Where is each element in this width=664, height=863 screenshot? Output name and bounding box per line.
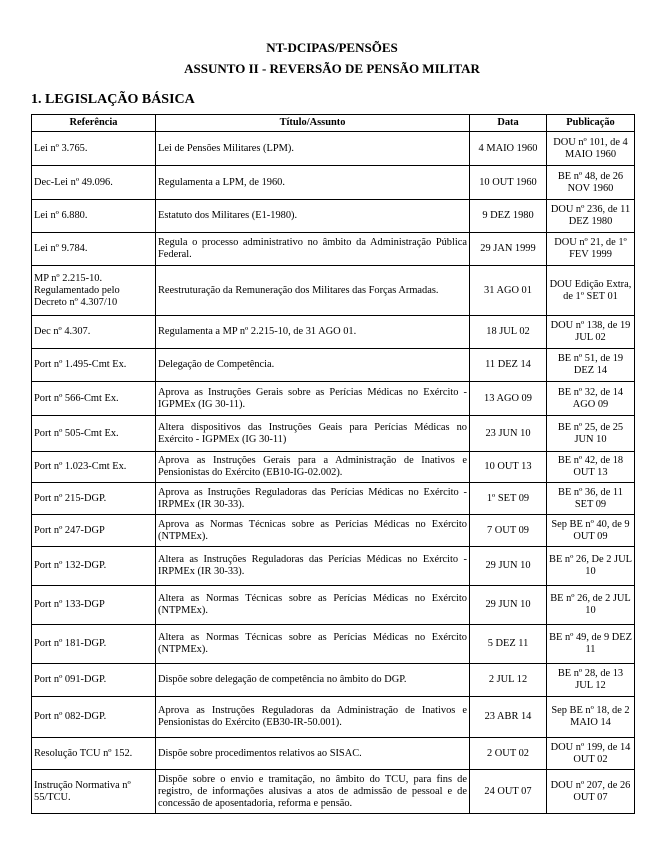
title-cell: Altera as Instruções Reguladoras das Perícias Médicas no Exército - IRPMEx (IR 30-33). — [156, 547, 470, 586]
title-cell: Dispõe sobre procedimentos relativos ao SISAC. — [156, 738, 470, 770]
publication-cell: DOU nº 199, de 14 OUT 02 — [547, 738, 635, 770]
reference-cell: Port nº 082-DGP. — [32, 697, 156, 738]
date-cell: 13 AGO 09 — [470, 382, 547, 416]
date-cell: 23 JUN 10 — [470, 416, 547, 452]
reference-cell: Lei nº 9.784. — [32, 233, 156, 266]
table-row — [32, 382, 635, 416]
date-cell: 10 OUT 13 — [470, 452, 547, 483]
publication-cell: DOU nº 101, de 4 MAIO 1960 — [547, 132, 635, 166]
title-cell: Aprova as Normas Técnicas sobre as Perícias Médicas no Exército (NTPMEx). — [156, 515, 470, 547]
table-row — [32, 132, 635, 166]
column-header-date: Data — [470, 115, 547, 132]
date-cell: 24 OUT 07 — [470, 770, 547, 814]
table-row — [32, 349, 635, 382]
reference-cell: MP nº 2.215-10. Regulamentado pelo Decreto nº 4.307/10 — [32, 266, 156, 316]
publication-cell: BE nº 49, de 9 DEZ 11 — [547, 625, 635, 664]
publication-cell: DOU nº 207, de 26 OUT 07 — [547, 770, 635, 814]
table-row — [32, 483, 635, 515]
date-cell: 23 ABR 14 — [470, 697, 547, 738]
table-row — [32, 664, 635, 697]
title-cell: Dispõe sobre delegação de competência no âmbito do DGP. — [156, 664, 470, 697]
title-cell: Lei de Pensões Militares (LPM). — [156, 132, 470, 166]
title-cell: Dispõe sobre o envio e tramitação, no âmbito do TCU, para fins de registro, de informações alusivas a atos de admissão de pessoal e de concessão de aposentadoria, reforma e pensão. — [156, 770, 470, 814]
title-cell: Altera as Normas Técnicas sobre as Perícias Médicas no Exército (NTPMEx). — [156, 586, 470, 625]
table-row — [32, 266, 635, 316]
reference-cell: Port nº 215-DGP. — [32, 483, 156, 515]
date-cell: 4 MAIO 1960 — [470, 132, 547, 166]
table-row — [32, 416, 635, 452]
reference-cell: Port nº 566-Cmt Ex. — [32, 382, 156, 416]
table-row — [32, 697, 635, 738]
title-cell: Reestruturação da Remuneração dos Militares das Forças Armadas. — [156, 266, 470, 316]
reference-cell: Lei nº 6.880. — [32, 200, 156, 233]
publication-cell: DOU nº 21, de 1º FEV 1999 — [547, 233, 635, 266]
reference-cell: Port nº 091-DGP. — [32, 664, 156, 697]
section-heading: 1. LEGISLAÇÃO BÁSICA — [31, 92, 195, 107]
reference-cell: Port nº 132-DGP. — [32, 547, 156, 586]
publication-cell: DOU Edição Extra, de 1º SET 01 — [547, 266, 635, 316]
date-cell: 29 JAN 1999 — [470, 233, 547, 266]
publication-cell: DOU nº 236, de 11 DEZ 1980 — [547, 200, 635, 233]
table-row — [32, 200, 635, 233]
reference-cell: Port nº 1.495-Cmt Ex. — [32, 349, 156, 382]
date-cell: 2 OUT 02 — [470, 738, 547, 770]
legislation-table — [31, 114, 635, 814]
date-cell: 1º SET 09 — [470, 483, 547, 515]
table-row — [32, 233, 635, 266]
title-cell: Aprova as Instruções Gerais para a Administração de Inativos e Pensionistas do Exército (EB10-IG-02.002). — [156, 452, 470, 483]
title-cell: Delegação de Competência. — [156, 349, 470, 382]
publication-cell: BE nº 51, de 19 DEZ 14 — [547, 349, 635, 382]
date-cell: 29 JUN 10 — [470, 547, 547, 586]
document-title: NT-DCIPAS/PENSÕES — [266, 40, 398, 55]
reference-cell: Port nº 1.023-Cmt Ex. — [32, 452, 156, 483]
table-row — [32, 770, 635, 814]
title-cell: Estatuto dos Militares (E1-1980). — [156, 200, 470, 233]
publication-cell: BE nº 26, De 2 JUL 10 — [547, 547, 635, 586]
reference-cell: Port nº 133-DGP — [32, 586, 156, 625]
title-cell: Regulamenta a LPM, de 1960. — [156, 166, 470, 200]
publication-cell: Sep BE nº 18, de 2 MAIO 14 — [547, 697, 635, 738]
date-cell: 29 JUN 10 — [470, 586, 547, 625]
publication-cell: BE nº 26, de 2 JUL 10 — [547, 586, 635, 625]
reference-cell: Lei nº 3.765. — [32, 132, 156, 166]
table-row — [32, 452, 635, 483]
date-cell: 10 OUT 1960 — [470, 166, 547, 200]
date-cell: 2 JUL 12 — [470, 664, 547, 697]
table-row — [32, 625, 635, 664]
date-cell: 18 JUL 02 — [470, 316, 547, 349]
column-header-publication: Publicação — [547, 115, 635, 132]
reference-cell: Port nº 505-Cmt Ex. — [32, 416, 156, 452]
title-cell: Regulamenta a MP nº 2.215-10, de 31 AGO 01. — [156, 316, 470, 349]
column-header-reference: Referência — [32, 115, 156, 132]
table-row — [32, 166, 635, 200]
title-cell: Aprova as Instruções Reguladoras da Administração de Inativos e Pensionistas do Exército (EB30-IR-50.001). — [156, 697, 470, 738]
publication-cell: BE nº 28, de 13 JUL 12 — [547, 664, 635, 697]
date-cell: 9 DEZ 1980 — [470, 200, 547, 233]
title-cell: Aprova as Instruções Gerais sobre as Perícias Médicas no Exército - IGPMEx (IG 30-11). — [156, 382, 470, 416]
date-cell: 7 OUT 09 — [470, 515, 547, 547]
reference-cell: Instrução Normativa nº 55/TCU. — [32, 770, 156, 814]
publication-cell: Sep BE nº 40, de 9 OUT 09 — [547, 515, 635, 547]
table-header-row — [32, 115, 635, 132]
publication-cell: BE nº 36, de 11 SET 09 — [547, 483, 635, 515]
reference-cell: Dec-Lei nº 49.096. — [32, 166, 156, 200]
date-cell: 31 AGO 01 — [470, 266, 547, 316]
reference-cell: Port nº 181-DGP. — [32, 625, 156, 664]
reference-cell: Resolução TCU nº 152. — [32, 738, 156, 770]
publication-cell: BE nº 42, de 18 OUT 13 — [547, 452, 635, 483]
publication-cell: BE nº 48, de 26 NOV 1960 — [547, 166, 635, 200]
title-cell: Regula o processo administrativo no âmbito da Administração Pública Federal. — [156, 233, 470, 266]
publication-cell: DOU nº 138, de 19 JUL 02 — [547, 316, 635, 349]
table-row — [32, 738, 635, 770]
table-row — [32, 586, 635, 625]
reference-cell: Port nº 247-DGP — [32, 515, 156, 547]
table-row — [32, 515, 635, 547]
date-cell: 11 DEZ 14 — [470, 349, 547, 382]
title-cell: Altera dispositivos das Instruções Geais para Perícias Médicas no Exército - IGPMEx (IG 30-11) — [156, 416, 470, 452]
column-header-title: Título/Assunto — [156, 115, 470, 132]
reference-cell: Dec nº 4.307. — [32, 316, 156, 349]
title-cell: Aprova as Instruções Reguladoras das Perícias Médicas no Exército - IRPMEx (IR 30-33). — [156, 483, 470, 515]
table-row — [32, 547, 635, 586]
document-subtitle: ASSUNTO II - REVERSÃO DE PENSÃO MILITAR — [184, 61, 480, 76]
publication-cell: BE nº 32, de 14 AGO 09 — [547, 382, 635, 416]
date-cell: 5 DEZ 11 — [470, 625, 547, 664]
title-cell: Altera as Normas Técnicas sobre as Perícias Médicas no Exército (NTPMEx). — [156, 625, 470, 664]
table-row — [32, 316, 635, 349]
publication-cell: BE nº 25, de 25 JUN 10 — [547, 416, 635, 452]
